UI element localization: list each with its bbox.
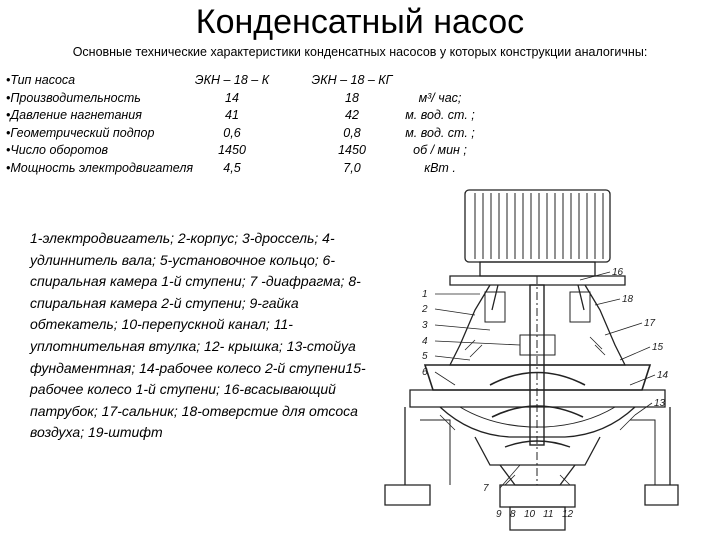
callout-4: 4 [422,336,428,347]
spec-unit: м. вод. ст. ; [405,125,475,140]
spec-row [6,125,476,143]
spec-value-ekn-k: ЭКН – 18 – К [194,73,270,87]
spec-value-ekn-k: 14 [225,90,239,105]
spec-row [6,107,476,125]
spec-value-ekn-k: 4,5 [223,160,241,175]
parts-legend: 1-электродвигатель; 2-корпус; 3-дроссель; 4-удлиннитель вала; 5-установочное кольцо; 6-спиральная камера 1-й ступени; 7 -диафрагма; 8-спиральная камера 2-й ступени; 9-гайка обтекатель; 10-перепускной канал; 11-уплотнительная втулка; 12- крышка; 13-стойуа фундаментная; 14-рабочее колесо 2-й ступени15-рабочее колесо 1-й ступени; 16-всасывающий патрубок; 17-сальник; 18-отверстие для отсоса воздуха; 19-штифт [30,230,366,441]
spec-row [6,90,476,108]
pump-housing [385,285,678,530]
callout-11: 11 [543,509,554,520]
callout-13: 13 [654,398,666,409]
callout-12: 12 [562,509,574,520]
callout-2: 2 [422,304,428,315]
callout-16: 16 [612,267,624,278]
spec-unit: м³/ час; [418,90,462,105]
spec-value-ekn-kg: ЭКН – 18 – КГ [311,73,393,87]
spec-unit: м. вод. ст. ; [405,108,475,122]
spec-row [6,142,476,160]
callout-14: 14 [657,370,669,381]
spec-value-ekn-kg: 0,8 [343,125,361,140]
spec-label: •Давление нагнетания [6,108,142,122]
spec-unit: об / мин ; [413,143,467,157]
callout-1: 1 [422,289,428,300]
spec-value-ekn-k: 1450 [218,143,246,157]
page-title: Конденсатный насос [195,3,525,41]
subtitle: Основные технические характеристики конденсатных насосов у которых конструкции аналогичны: [72,45,648,59]
spec-label: •Геометрический подпор [6,125,155,140]
spec-value-ekn-k: 41 [225,108,239,122]
spec-value-ekn-kg: 18 [345,90,359,105]
callout-6: 6 [422,367,428,378]
callout-18: 18 [622,294,634,305]
spec-row [6,160,476,178]
callout-5: 5 [422,351,428,362]
spec-value-ekn-kg: 1450 [338,143,366,157]
spec-label: •Мощность электродвигателя [6,160,194,175]
spec-label: •Тип насоса [6,73,76,87]
callout-7: 7 [483,483,489,494]
callout-15: 15 [652,342,664,353]
callout-9: 9 [496,509,502,520]
callout-17: 17 [644,318,656,329]
spec-value-ekn-kg: 42 [345,108,359,122]
callout-3: 3 [422,320,428,331]
callout-8: 8 [510,509,516,520]
electric-motor [450,190,625,285]
callout-10: 10 [524,509,536,520]
pump-cross-section-drawing [380,185,680,535]
spec-label: •Число оборотов [6,143,109,157]
spec-value-ekn-k: 0,6 [223,125,241,140]
spec-value-ekn-kg: 7,0 [343,160,361,175]
specs-table [6,72,476,177]
spec-row [6,72,476,90]
spec-unit: кВт . [424,160,456,175]
shaft-and-impellers [490,276,585,485]
spec-label: •Производительность [6,90,141,105]
